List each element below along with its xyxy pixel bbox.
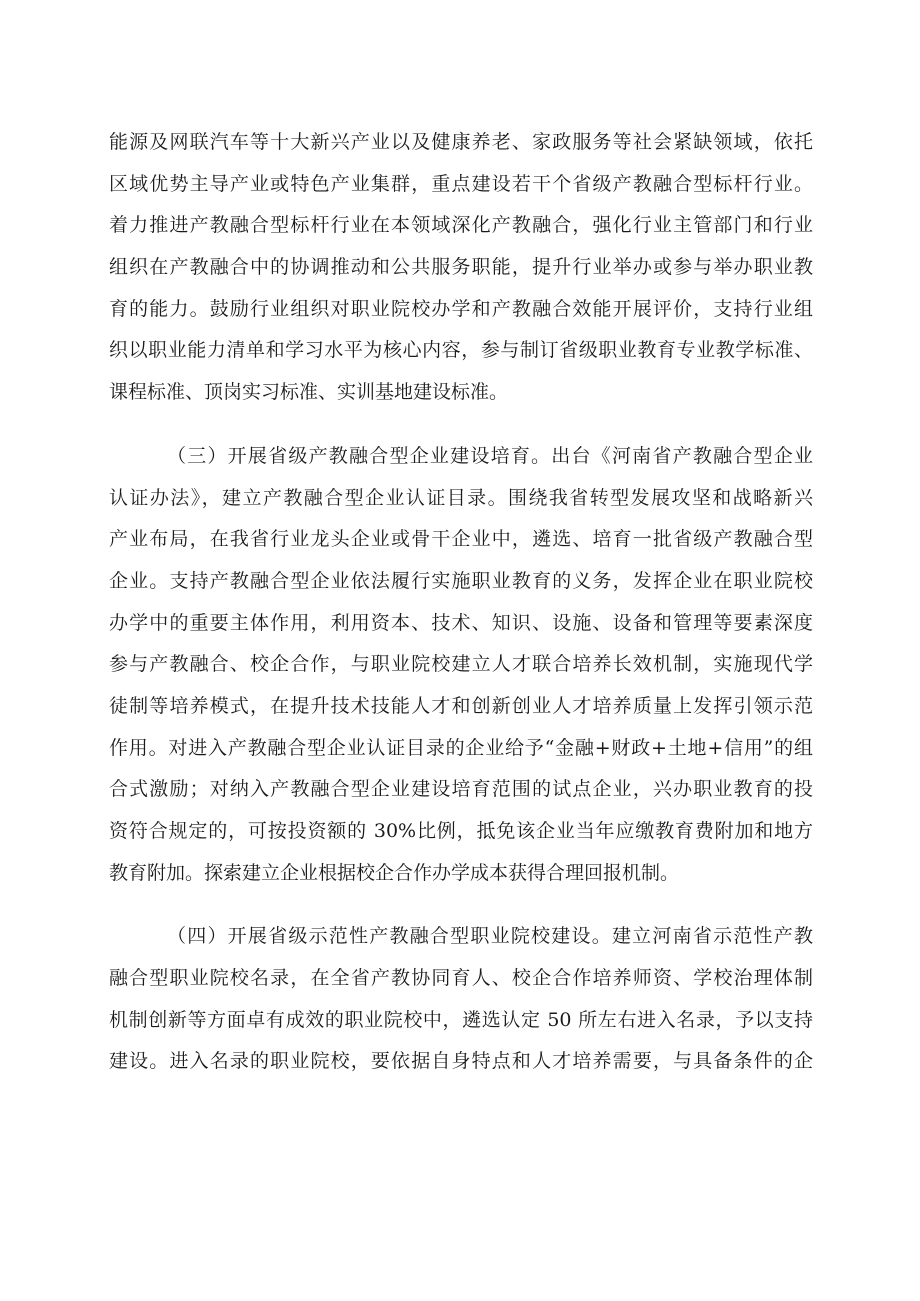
paragraph-industry-benchmark — [109, 122, 813, 414]
text-line: 建设。进入名录的职业院校，要依据自身特点和人才培养需要，与具备条件的企 — [109, 1050, 813, 1073]
text-line: 组织在产教融合中的协调推动和公共服务职能，提升行业举办或参与举办职业教 — [109, 256, 813, 279]
text-line: 织以职业能力清单和学习水平为核心内容，参与制订省级职业教育专业教学标准、 — [109, 339, 813, 362]
text-line: 作用。对进入产教融合型企业认证目录的企业给予“金融+财政+土地+信用”的组 — [109, 736, 813, 759]
text-line: 资符合规定的，可按投资额的 30%比例，抵免该企业当年应缴教育费附加和地方 — [109, 820, 813, 842]
text-line: 企业。支持产教融合型企业依法履行实施职业教育的义务，发挥企业在职业院校 — [109, 569, 813, 592]
text-line: 能源及网联汽车等十大新兴产业以及健康养老、家政服务等社会紧缺领域，依托 — [109, 131, 813, 153]
text-line: 产业布局，在我省行业龙头企业或骨干企业中，遴选、培育一批省级产教融合型 — [109, 528, 813, 551]
paragraph-spacer — [109, 414, 813, 436]
text-line: 参与产教融合、校企合作，与职业院校建立人才联合培养长效机制，实施现代学 — [109, 653, 813, 676]
text-line: 合式激励；对纳入产教融合型企业建设培育范围的试点企业，兴办职业教育的投 — [109, 778, 813, 801]
text-line: 教育附加。探索建立企业根据校企合作办学成本获得合理回报机制。 — [109, 861, 680, 884]
section-heading-line: （四）开展省级示范性产教融合型职业院校建设。建立河南省示范性产教 — [167, 925, 813, 948]
text-line: 徒制等培养模式，在提升技术技能人才和创新创业人才培养质量上发挥引领示范 — [109, 694, 813, 717]
text-line: 机制创新等方面卓有成效的职业院校中，遴选认定 50 所左右进入名录，予以支持 — [109, 1008, 813, 1031]
text-line: 课程标准、顶岗实习标准、实训基地建设标准。 — [109, 381, 509, 404]
paragraph-enterprise-cultivation — [109, 436, 813, 895]
text-line: 着力推进产教融合型标杆行业在本领域深化产教融合，强化行业主管部门和行业 — [109, 214, 813, 237]
document-body — [109, 122, 813, 1083]
text-line: 融合型职业院校名录，在全省产教协同育人、校企合作培养师资、学校治理体制 — [109, 967, 813, 990]
paragraph-spacer — [109, 894, 813, 916]
text-line: 认证办法》，建立产教融合型企业认证目录。围绕我省转型发展攻坚和战略新兴 — [109, 486, 813, 509]
text-line: 育的能力。鼓励行业组织对职业院校办学和产教融合效能开展评价，支持行业组 — [109, 297, 813, 320]
text-line: 办学中的重要主体作用，利用资本、技术、知识、设施、设备和管理等要素深度 — [109, 611, 813, 634]
paragraph-vocational-college — [109, 916, 813, 1083]
text-line: 区域优势主导产业或特色产业集群，重点建设若干个省级产教融合型标杆行业。 — [109, 172, 813, 195]
section-heading-line: （三）开展省级产教融合型企业建设培育。出台《河南省产教融合型企业 — [167, 444, 813, 467]
